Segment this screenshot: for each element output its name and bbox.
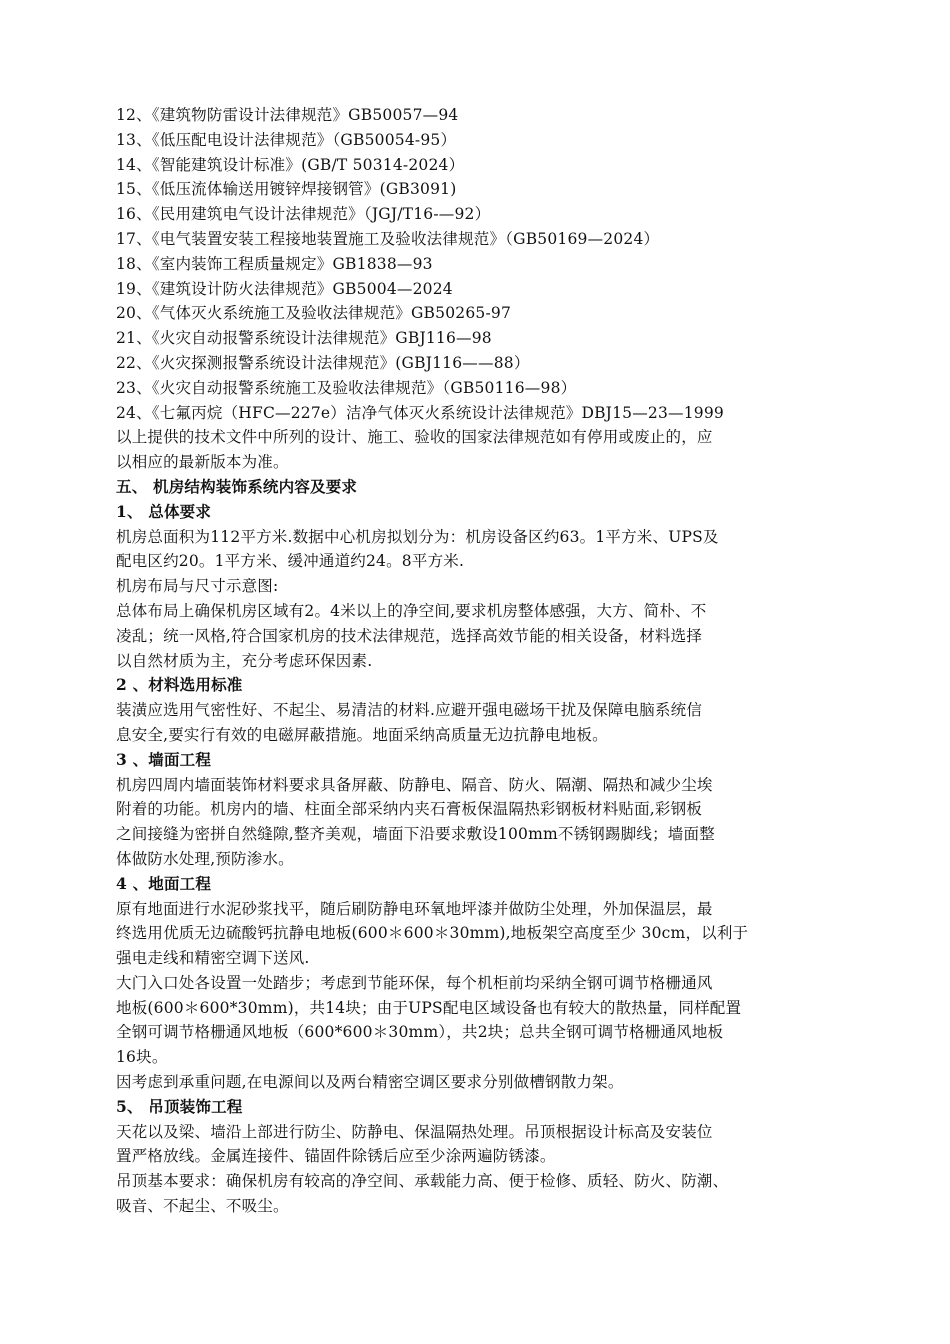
section-material-standards [116,673,860,747]
paragraph-line: 天花以及梁、墙沿上部进行防尘、防静电、保温隔热处理。吊顶根据设计标高及安装位 [116,1122,713,1141]
paragraph-line: 吸音、不起尘、不吸尘。 [116,1197,289,1216]
paragraph-line: 装潢应选用气密性好、不起尘、易清洁的材料.应避开强电磁场干扰及保障电脑系统信 [116,701,703,720]
section-title: 五、 机房结构装饰系统内容及要求 [116,476,358,496]
standard-item: 19、《建筑设计防火法律规范》GB5004—2024 [116,279,453,298]
standard-item: 13、《低压配电设计法律规范》（GB50054-95） [116,130,457,149]
standards-list [116,103,860,425]
validity-note [116,425,860,475]
paragraph-line: 因考虑到承重问题,在电源间以及两台精密空调区要求分别做槽钢散力架。 [116,1073,624,1092]
document-body [116,103,860,1219]
paragraph-line: 机房四周内墙面装饰材料要求具备屏蔽、防静电、隔音、防火、隔潮、隔热和减少尘埃 [116,775,713,794]
section-floor-works [116,872,860,1095]
subsection-heading: 5、 吊顶装饰工程 [116,1096,243,1116]
paragraph-line: 以自然材质为主，充分考虑环保因素. [116,651,373,670]
subsection-heading: 3 、墙面工程 [116,749,212,769]
paragraph-line: 息安全,要实行有效的电磁屏蔽措施。地面采纳高质量无边抗静电地板。 [116,725,608,744]
standard-item: 20、《气体灭火系统施工及验收法律规范》GB50265-97 [116,304,512,323]
standard-item: 21、《火灾自动报警系统设计法律规范》GBJ116—98 [116,329,492,348]
standard-item: 12、《建筑物防雷设计法律规范》GB50057—94 [116,106,459,124]
subsection-heading: 2 、材料选用标准 [116,675,243,695]
standard-item: 16、《民用建筑电气设计法律规范》（JGJ/T16-—92） [116,205,491,224]
paragraph-line: 置严格放线。金属连接件、锚固件除锈后应至少涂两遍防锈漆。 [116,1147,556,1166]
paragraph-line: 附着的功能。机房内的墙、柱面全部采纳内夹石膏板保温隔热彩钢板材料贴面,彩钢板 [116,800,703,819]
section-ceiling-works [116,1095,860,1219]
standard-item: 14、《智能建筑设计标准》(GB/T 50314-2024） [116,155,465,174]
paragraph-line: 吊顶基本要求：确保机房有较高的净空间、承载能力高、便于检修、质轻、防火、防潮、 [116,1172,729,1191]
paragraph-line: 机房总面积为112平方米.数据中心机房拟划分为：机房设备区约63。1平方米、UPS及 [116,527,719,546]
paragraph-line: 凌乱；统一风格,符合国家机房的技术法律规范，选择高效节能的相关设备，材料选择 [116,626,703,645]
paragraph-line: 大门入口处各设置一处踏步；考虑到节能环保，每个机柜前均采纳全钢可调节格栅通风 [116,973,713,992]
paragraph-line: 体做防水处理,预防渗水。 [116,849,294,868]
paragraph-line: 原有地面进行水泥砂浆找平，随后刷防静电环氧地坪漆并做防尘处理，外加保温层，最 [116,899,713,918]
paragraph-line: 以上提供的技术文件中所列的设计、施工、验收的国家法律规范如有停用或废止的，应 [116,428,713,447]
paragraph-line: 全钢可调节格栅通风地板（600*600＊30mm），共2块；总共全钢可调节格栅通风地板 [116,1023,724,1042]
section-overall-requirements [116,500,860,674]
paragraph-line: 地板(600＊600*30mm)，共14块；由于UPS配电区域设备也有较大的散热量，同样配置 [116,998,742,1017]
paragraph-line: 之间接缝为密拼自然缝隙,整齐美观，墙面下沿要求敷设100mm不锈钢踢脚线；墙面整 [116,825,715,844]
standard-item: 18、《室内装饰工程质量规定》GB1838—93 [116,254,433,273]
standard-item: 22、《火灾探测报警系统设计法律规范》(GBJ116——88） [116,353,530,372]
section-wall-works [116,748,860,872]
standard-item: 17、《电气装置安装工程接地装置施工及验收法律规范》（GB50169—2024） [116,229,660,248]
paragraph-line: 以相应的最新版本为准。 [116,453,289,472]
standard-item: 23、《火灾自动报警系统施工及验收法律规范》（GB50116—98） [116,378,577,397]
paragraph-line: 机房布局与尺寸示意图: [116,577,279,596]
paragraph-line: 总体布局上确保机房区域有2。4米以上的净空间,要求机房整体感强，大方、简朴、不 [116,601,707,620]
paragraph-line: 强电走线和精密空调下送风. [116,949,310,968]
paragraph-line: 终选用优质无边硫酸钙抗静电地板(600＊600＊30mm),地板架空高度至少 30cm，以利于 [116,924,749,943]
subsection-heading: 4 、地面工程 [116,873,212,893]
paragraph-line: 16块。 [116,1048,168,1067]
subsection-heading: 1、 总体要求 [116,501,212,521]
standard-item: 15、《低压流体输送用镀锌焊接钢管》(GB3091) [116,180,457,199]
standard-item: 24、《七氟丙烷（HFC—227e）洁净气体灭火系统设计法律规范》DBJ15—23—1999 [116,403,724,422]
paragraph-line: 配电区约20。1平方米、缓冲通道约24。8平方米. [116,552,465,571]
